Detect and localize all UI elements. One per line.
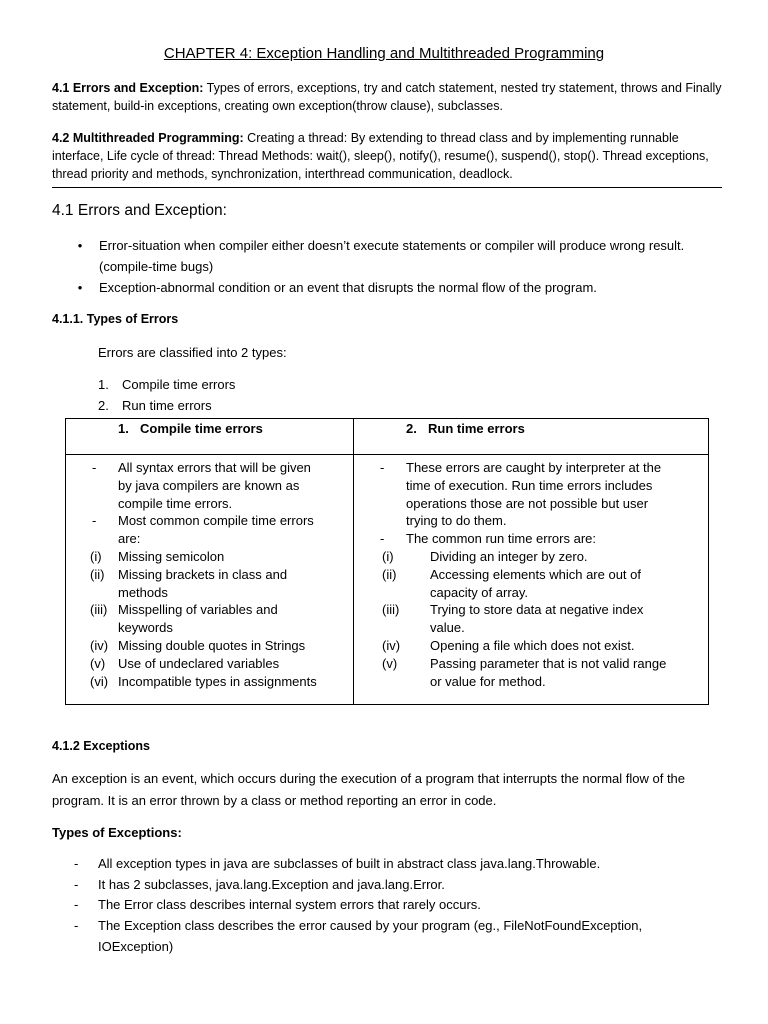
table-line bbox=[380, 459, 700, 477]
list-text: Run time errors bbox=[122, 398, 212, 413]
table-header-cell bbox=[354, 419, 709, 455]
table-line bbox=[382, 566, 700, 584]
line-text: capacity of array. bbox=[430, 584, 529, 600]
exception-bullet-text: It has 2 subclasses, java.lang.Exception and java.lang.Error. bbox=[98, 877, 445, 892]
dash-icon: - bbox=[74, 856, 79, 871]
intro-bullet-text: Error-situation when compiler either doesn’t execute statements or compiler will produce wrong result. (compile-time bugs) bbox=[99, 238, 685, 274]
line-text: keywords bbox=[118, 620, 173, 636]
table-line bbox=[406, 477, 700, 495]
line-text: These errors are caught by interpreter at the bbox=[406, 460, 662, 475]
line-marker: (ii) bbox=[90, 566, 105, 582]
exceptions-paragraph: An exception is an event, which occurs during the execution of a program that interrupts the normal flow of the program. It is an error thrown by a class or method reporting an error in code. bbox=[52, 771, 686, 808]
table-header-row bbox=[66, 419, 709, 455]
table-line bbox=[118, 584, 345, 602]
table-line bbox=[382, 637, 700, 655]
line-text: Dividing an integer by zero. bbox=[430, 548, 588, 564]
exception-bullet-text: The Error class describes internal system errors that rarely occurs. bbox=[98, 897, 481, 912]
runtime-header-num: 2. bbox=[406, 421, 417, 436]
line-text: Missing brackets in class and bbox=[118, 566, 288, 582]
types-of-errors-heading: 4.1.1. Types of Errors bbox=[52, 312, 179, 326]
exceptions-heading: 4.1.2 Exceptions bbox=[52, 739, 150, 753]
line-text: are: bbox=[118, 531, 141, 547]
intro-bullet bbox=[74, 235, 714, 277]
intro-bullet bbox=[74, 277, 714, 298]
line-marker: (v) bbox=[90, 655, 106, 671]
list-number: 1. bbox=[98, 377, 109, 392]
exception-bullet bbox=[74, 895, 714, 916]
line-text: All syntax errors that will be given bbox=[118, 460, 311, 475]
line-text: Accessing elements which are out of bbox=[430, 566, 641, 582]
compile-errors-list bbox=[66, 455, 353, 690]
table-line bbox=[118, 477, 345, 495]
compile-header bbox=[66, 419, 353, 436]
exception-bullet bbox=[74, 916, 714, 957]
syllabus-4-2-text: Creating a thread: By extending to thread class and by implementing runnable interface, Life cycle of thread: Thread Methods: wait(), sleep(), notify(), resume(), suspend(), stop(). Thread exceptions, thread priority and methods, synchronization, interthread communication, deadlock. bbox=[52, 131, 709, 181]
table-line bbox=[382, 548, 700, 566]
table-line bbox=[382, 601, 700, 619]
table-line bbox=[406, 673, 700, 691]
table-line bbox=[118, 530, 345, 548]
section-heading: 4.1 Errors and Exception: bbox=[52, 202, 227, 219]
table-body-row bbox=[66, 455, 709, 705]
table-header-cell bbox=[66, 419, 354, 455]
line-text: Opening a file which does not exist. bbox=[430, 637, 635, 653]
table-line bbox=[118, 495, 345, 513]
line-text: Incompatible types in assignments bbox=[118, 673, 317, 689]
table-line bbox=[90, 566, 345, 584]
syllabus-4-1-text: Types of errors, exceptions, try and catch statement, nested try statement, throws and Finally statement, build-in exceptions, creating own exception(throw clause), subclasses. bbox=[52, 81, 722, 113]
table-line bbox=[406, 495, 700, 513]
runtime-errors-list bbox=[354, 455, 708, 690]
types-of-exceptions-heading: Types of Exceptions: bbox=[52, 825, 182, 840]
runtime-errors-cell bbox=[354, 455, 709, 705]
table-line bbox=[406, 619, 700, 637]
types-intro: Errors are classified into 2 types: bbox=[98, 345, 287, 360]
line-marker: (iii) bbox=[90, 602, 108, 618]
line-marker: (iv) bbox=[90, 637, 109, 653]
line-text: Passing parameter that is not valid range bbox=[430, 655, 667, 671]
exception-bullet bbox=[74, 854, 714, 875]
dash-icon: - bbox=[74, 897, 79, 912]
line-marker: (iii) bbox=[382, 602, 400, 618]
intro-bullet-text: Exception-abnormal condition or an event that disrupts the normal flow of the program. bbox=[99, 280, 597, 295]
syllabus-4-2 bbox=[52, 129, 724, 183]
line-text: methods bbox=[118, 584, 168, 600]
line-text: by java compilers are known as bbox=[118, 477, 300, 493]
exception-bullet bbox=[74, 875, 714, 896]
line-marker: (v) bbox=[382, 655, 398, 671]
line-marker: - bbox=[380, 460, 385, 475]
chapter-title: CHAPTER 4: Exception Handling and Multithreaded Programming bbox=[163, 45, 605, 62]
line-marker: - bbox=[380, 531, 385, 547]
section-divider bbox=[52, 187, 722, 188]
table-line bbox=[118, 619, 345, 637]
line-marker: - bbox=[92, 460, 97, 475]
line-marker: (i) bbox=[90, 548, 102, 564]
line-text: trying to do them. bbox=[406, 513, 507, 529]
table-line bbox=[90, 548, 345, 566]
line-marker: - bbox=[92, 513, 97, 529]
exception-bullet-text: The Exception class describes the error caused by your program (eg., FileNotFoundException, IOException) bbox=[98, 918, 643, 954]
table-line bbox=[380, 530, 700, 548]
syllabus-4-1 bbox=[52, 79, 724, 115]
line-text: or value for method. bbox=[430, 673, 546, 689]
line-text: Missing semicolon bbox=[118, 548, 225, 564]
types-list-item bbox=[98, 398, 212, 413]
compile-errors-cell bbox=[66, 455, 354, 705]
table-line bbox=[406, 584, 700, 602]
line-text: Most common compile time errors bbox=[118, 513, 314, 529]
dash-icon: - bbox=[74, 877, 79, 892]
table-line bbox=[90, 655, 345, 673]
compile-header-text: Compile time errors bbox=[140, 421, 263, 436]
line-text: Missing double quotes in Strings bbox=[118, 637, 306, 653]
types-list-item bbox=[98, 377, 235, 392]
syllabus-4-1-heading: 4.1 Errors and Exception: bbox=[52, 81, 204, 95]
line-text: Use of undeclared variables bbox=[118, 655, 280, 671]
line-text: Trying to store data at negative index bbox=[430, 602, 644, 618]
table-line bbox=[90, 637, 345, 655]
dash-icon: - bbox=[74, 918, 79, 933]
line-marker: (ii) bbox=[382, 566, 397, 582]
list-number: 2. bbox=[98, 398, 109, 413]
table-line bbox=[90, 673, 345, 691]
table-line bbox=[90, 601, 345, 619]
runtime-header-text: Run time errors bbox=[428, 421, 525, 436]
line-marker: (i) bbox=[382, 548, 394, 564]
line-text: value. bbox=[430, 620, 465, 636]
exception-bullet-text: All exception types in java are subclasses of built in abstract class java.lang.Throwable. bbox=[98, 856, 601, 871]
list-text: Compile time errors bbox=[122, 377, 236, 392]
line-text: compile time errors. bbox=[118, 495, 233, 511]
error-types-table bbox=[65, 418, 709, 705]
syllabus-4-2-heading: 4.2 Multithreaded Programming: bbox=[52, 131, 244, 145]
bullet-icon: • bbox=[77, 238, 83, 253]
table-line bbox=[382, 655, 700, 673]
line-text: Misspelling of variables and bbox=[118, 602, 278, 618]
line-marker: (iv) bbox=[382, 637, 401, 653]
table-line bbox=[92, 512, 345, 530]
table-line bbox=[406, 512, 700, 530]
compile-header-num: 1. bbox=[118, 421, 129, 436]
table-line bbox=[92, 459, 345, 477]
line-marker: (vi) bbox=[90, 673, 109, 689]
runtime-header bbox=[354, 419, 708, 436]
bullet-icon: • bbox=[77, 280, 83, 295]
line-text: time of execution. Run time errors includes bbox=[406, 477, 653, 493]
line-text: The common run time errors are: bbox=[406, 531, 597, 547]
line-text: operations those are not possible but user bbox=[406, 495, 649, 511]
